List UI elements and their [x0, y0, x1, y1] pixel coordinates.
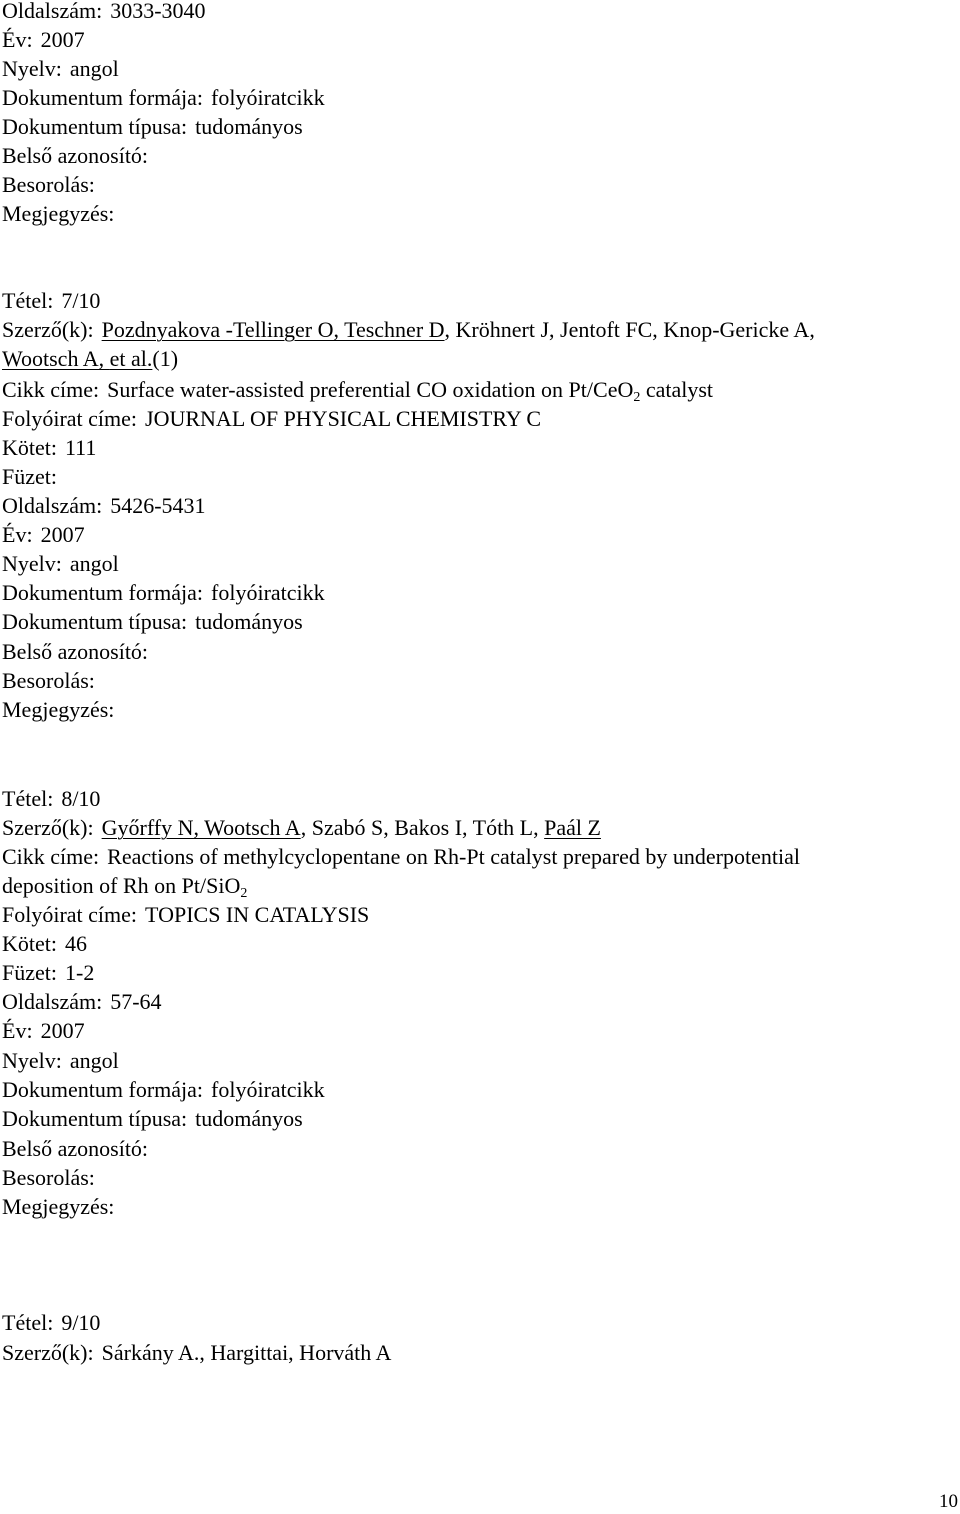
author-link[interactable]: Pozdnyakova -Tellinger O, Teschner D	[101, 317, 445, 342]
field-year: Év: 2007	[2, 522, 85, 547]
field-doc-form: Dokumentum formája: folyóiratcikk	[2, 85, 325, 110]
field-pages: Oldalszám: 5426-5431	[2, 493, 206, 518]
author-link[interactable]: Wootsch A,	[2, 346, 110, 371]
field-doc-form: Dokumentum formája: folyóiratcikk	[2, 1077, 325, 1102]
entry-item-number: Tétel: 9/10	[2, 1310, 101, 1335]
entry-authors-cont: Wootsch A, et al.(1)	[2, 346, 179, 371]
field-internal-id: Belső azonosító:	[2, 143, 149, 168]
entry-authors: Szerző(k): Pozdnyakova -Tellinger O, Teschner D, Kröhnert J, Jentoft FC, Knop-Gericke A,	[2, 317, 815, 342]
field-volume: Kötet: 111	[2, 435, 97, 460]
field-doc-type: Dokumentum típusa: tudományos	[2, 1106, 303, 1131]
field-volume: Kötet: 46	[2, 931, 87, 956]
field-note: Megjegyzés:	[2, 201, 115, 226]
entry-item-number: Tétel: 7/10	[2, 288, 101, 313]
field-pages: Oldalszám: 57-64	[2, 989, 162, 1014]
entry-item-number: Tétel: 8/10	[2, 786, 101, 811]
author-link[interactable]: Győrffy N, Wootsch A	[101, 815, 301, 840]
field-journal-title: Folyóirat címe: JOURNAL OF PHYSICAL CHEMISTRY C	[2, 406, 542, 431]
field-year: Év: 2007	[2, 27, 85, 52]
field-language: Nyelv: angol	[2, 56, 119, 81]
field-note: Megjegyzés:	[2, 697, 115, 722]
page-number: 10	[939, 1491, 958, 1512]
field-classification: Besorolás:	[2, 172, 95, 197]
field-language: Nyelv: angol	[2, 551, 119, 576]
field-journal-title: Folyóirat címe: TOPICS IN CATALYSIS	[2, 902, 370, 927]
entry-authors: Szerző(k): Győrffy N, Wootsch A, Szabó S, Bakos I, Tóth L, Paál Z	[2, 815, 601, 840]
et-al-link[interactable]: et al.	[109, 346, 153, 371]
field-article-title: Cikk címe: Surface water-assisted preferential CO oxidation on Pt/CeO$_2$ catalyst	[2, 377, 714, 405]
field-internal-id: Belső azonosító:	[2, 1136, 149, 1161]
field-article-title: Cikk címe: Reactions of methylcyclopentane on Rh-Pt catalyst prepared by underpotential	[2, 844, 800, 869]
field-doc-form: Dokumentum formája: folyóiratcikk	[2, 580, 325, 605]
field-classification: Besorolás:	[2, 1165, 95, 1190]
author-link[interactable]: Paál Z	[544, 815, 601, 840]
field-internal-id: Belső azonosító:	[2, 639, 149, 664]
field-pages: Oldalszám: 3033-3040	[2, 0, 206, 23]
field-year: Év: 2007	[2, 1018, 85, 1043]
field-issue: Füzet: 1-2	[2, 960, 95, 985]
field-article-title-cont: deposition of Rh on Pt/SiO$_2$	[2, 873, 248, 901]
field-language: Nyelv: angol	[2, 1048, 119, 1073]
field-doc-type: Dokumentum típusa: tudományos	[2, 609, 303, 634]
field-classification: Besorolás:	[2, 668, 95, 693]
field-doc-type: Dokumentum típusa: tudományos	[2, 114, 303, 139]
field-issue: Füzet:	[2, 464, 57, 489]
entry-authors: Szerző(k): Sárkány A., Hargittai, Horváth A	[2, 1340, 392, 1365]
field-note: Megjegyzés:	[2, 1194, 115, 1219]
